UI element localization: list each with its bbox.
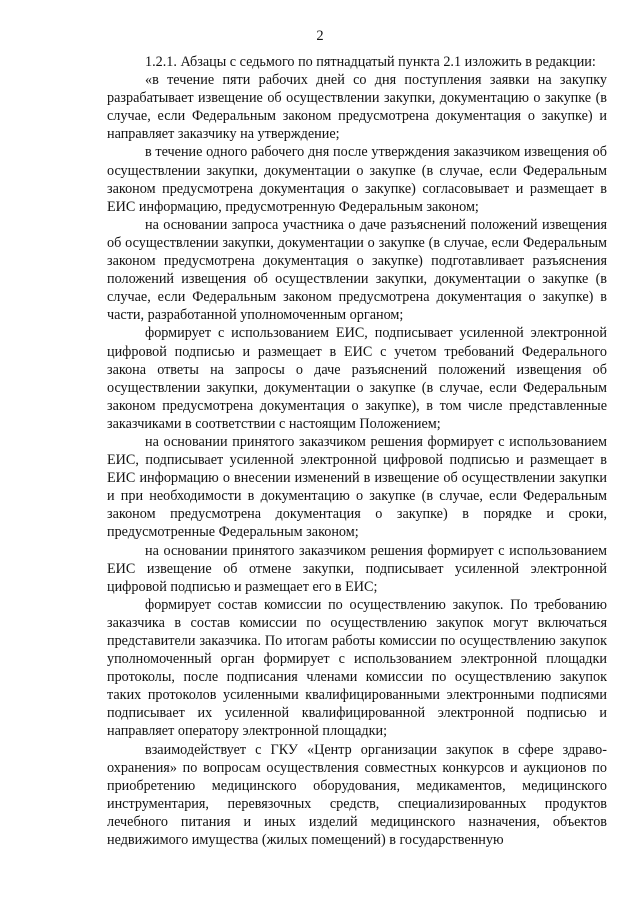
document-body xyxy=(107,53,607,849)
paragraph-commission: формирует состав комиссии по осуществлению закупок. По требованию заказчика в состав комиссии по осуществлению закупок могут включаться представители заказчика. По итогам работы комиссии по осуществлению закупок уполномоченный орган формирует с использованием электронной площадки протоколы, после подписания членами комиссии по осуществлению закупок таких протоколов усиленными квалифицированными электронными подписями подписывает их усиленной квалифицированной электронной подписью и направляет оператору электронной площадки; xyxy=(107,596,607,740)
paragraph-cooperation: взаимодействует с ГКУ «Центр организации закупок в сфере здравоохранения» по вопросам осуществления совместных конкурсов и аукционов по приобретению медицинского оборудования, медикаментов, медицинского инструментария, перевязочных средств, специализированных продуктов лечебного питания и иных изделий медицинского назначения, объектов недвижимого имущества (жилых помещений) в государственную xyxy=(107,741,607,849)
paragraph-1-2-1: 1.2.1. Абзацы с седьмого по пятнадцатый пункта 2.1 изложить в редакции: xyxy=(145,54,596,70)
paragraph-clarifications: на основании запроса участника о даче разъяснений положений извещения об осуществлении закупки, документации о закупке (в случае, если Федеральным законом предусмотрена документация о закупке) подготавливает разъяснения положений извещения об осуществлении закупки, документации о закупке (в случае, если Федеральным законом предусмотрена документация о закупке) в части, разработанной уполномоченным органом; xyxy=(107,216,607,324)
paragraph-answers: формирует с использованием ЕИС, подписывает усиленной электронной цифровой подписью и размещает в ЕИС с учетом требований Федерального закона ответы на запросы о даче разъяснений положений извещения об осуществлении закупки, документации о закупке (в случае, если Федеральным законом предусмотрена документация о закупке), в том числе представленные заказчиками в соответствии с настоящим Положением; xyxy=(107,325,607,432)
paragraph-amendments: на основании принятого заказчиком решения формирует с использованием ЕИС, подписывает усиленной электронной цифровой подписью и размещает в ЕИС информацию о внесении изменений в извещение об осуществлении закупки и при необходимости в документацию о закупке (в случае, если Федеральным законом предусмотрена документация о закупке) в порядке и сроки, предусмотренные Федеральным законом; xyxy=(107,433,607,541)
paragraph-publish-notice: в течение одного рабочего дня после утверждения заказчиком извещения об осуществлении закупки, документации о закупке (в случае, если Федеральным законом предусмотрена документация о закупке) согласовывает и размещает в ЕИС информацию, предусмотренную Федеральным законом; xyxy=(107,144,607,215)
paragraph-develop-notice: «в течение пяти рабочих дней со дня поступления заявки на закупку разрабатывает извещение об осуществлении закупки, документацию о закупке (в случае, если Федеральным законом предусмотрена документация о закупке) и направляет заказчику на утверждение; xyxy=(107,72,607,143)
paragraph-cancellation: на основании принятого заказчиком решения формирует с использованием ЕИС извещение об отмене закупки, подписывает усиленной электронной цифровой подписью и размещает его в ЕИС; xyxy=(107,542,607,595)
page-number: 2 xyxy=(316,28,324,44)
